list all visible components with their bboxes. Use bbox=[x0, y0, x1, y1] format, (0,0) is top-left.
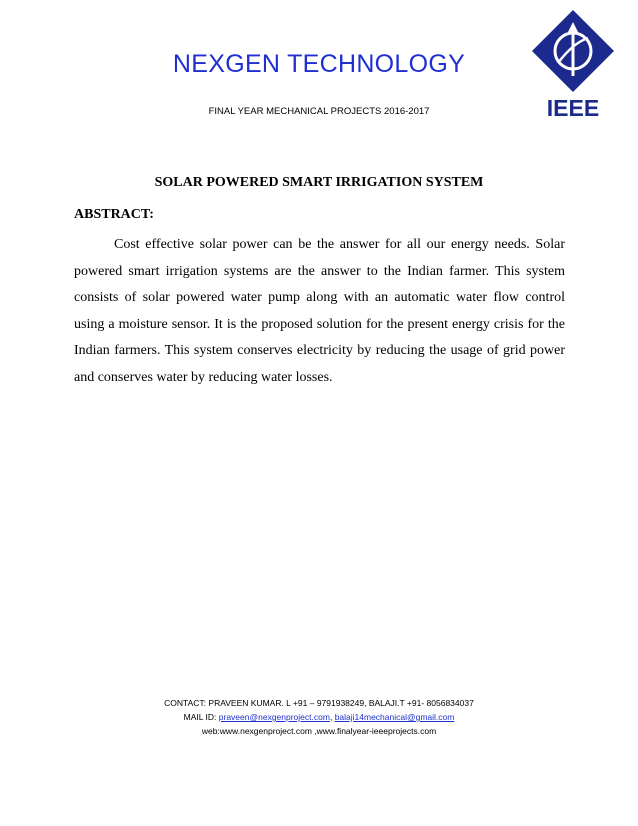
document-title: SOLAR POWERED SMART IRRIGATION SYSTEM bbox=[154, 175, 484, 190]
mail-label: MAIL ID: bbox=[183, 712, 217, 722]
abstract-body: Cost effective solar power can be the answer for all our energy needs. Solar powered smart irrigation systems are the answer to the Indian farmer. This system consists of solar powered water pump along with an automatic water flow control using a moisture sensor. It is the proposed solution for the present energy crisis for the Indian farmers. This system conserves electricity by reducing the usage of grid power and conserves water by reducing water losses. bbox=[74, 237, 565, 385]
email-link-balaji[interactable]: balaji14mechanical@gmail.com bbox=[334, 712, 455, 722]
email-link-praveen[interactable]: praveen@nexgenproject.com bbox=[218, 712, 330, 722]
contact-footer bbox=[0, 696, 638, 738]
mail-line bbox=[0, 710, 638, 724]
ieee-logo-icon bbox=[528, 8, 618, 123]
logo-text: IEEE bbox=[546, 95, 600, 121]
company-title: NEXGEN TECHNOLOGY bbox=[172, 50, 466, 78]
abstract-heading: ABSTRACT: bbox=[74, 207, 154, 222]
contact-line: CONTACT: PRAVEEN KUMAR. L +91 – 9791938249, BALAJI.T +91- 8056834037 bbox=[164, 698, 474, 708]
projects-subtitle: FINAL YEAR MECHANICAL PROJECTS 2016-2017 bbox=[208, 106, 430, 117]
email-separator: , bbox=[329, 712, 333, 722]
web-line: web:www.nexgenproject.com ,www.finalyear-ieeeprojects.com bbox=[201, 726, 437, 736]
